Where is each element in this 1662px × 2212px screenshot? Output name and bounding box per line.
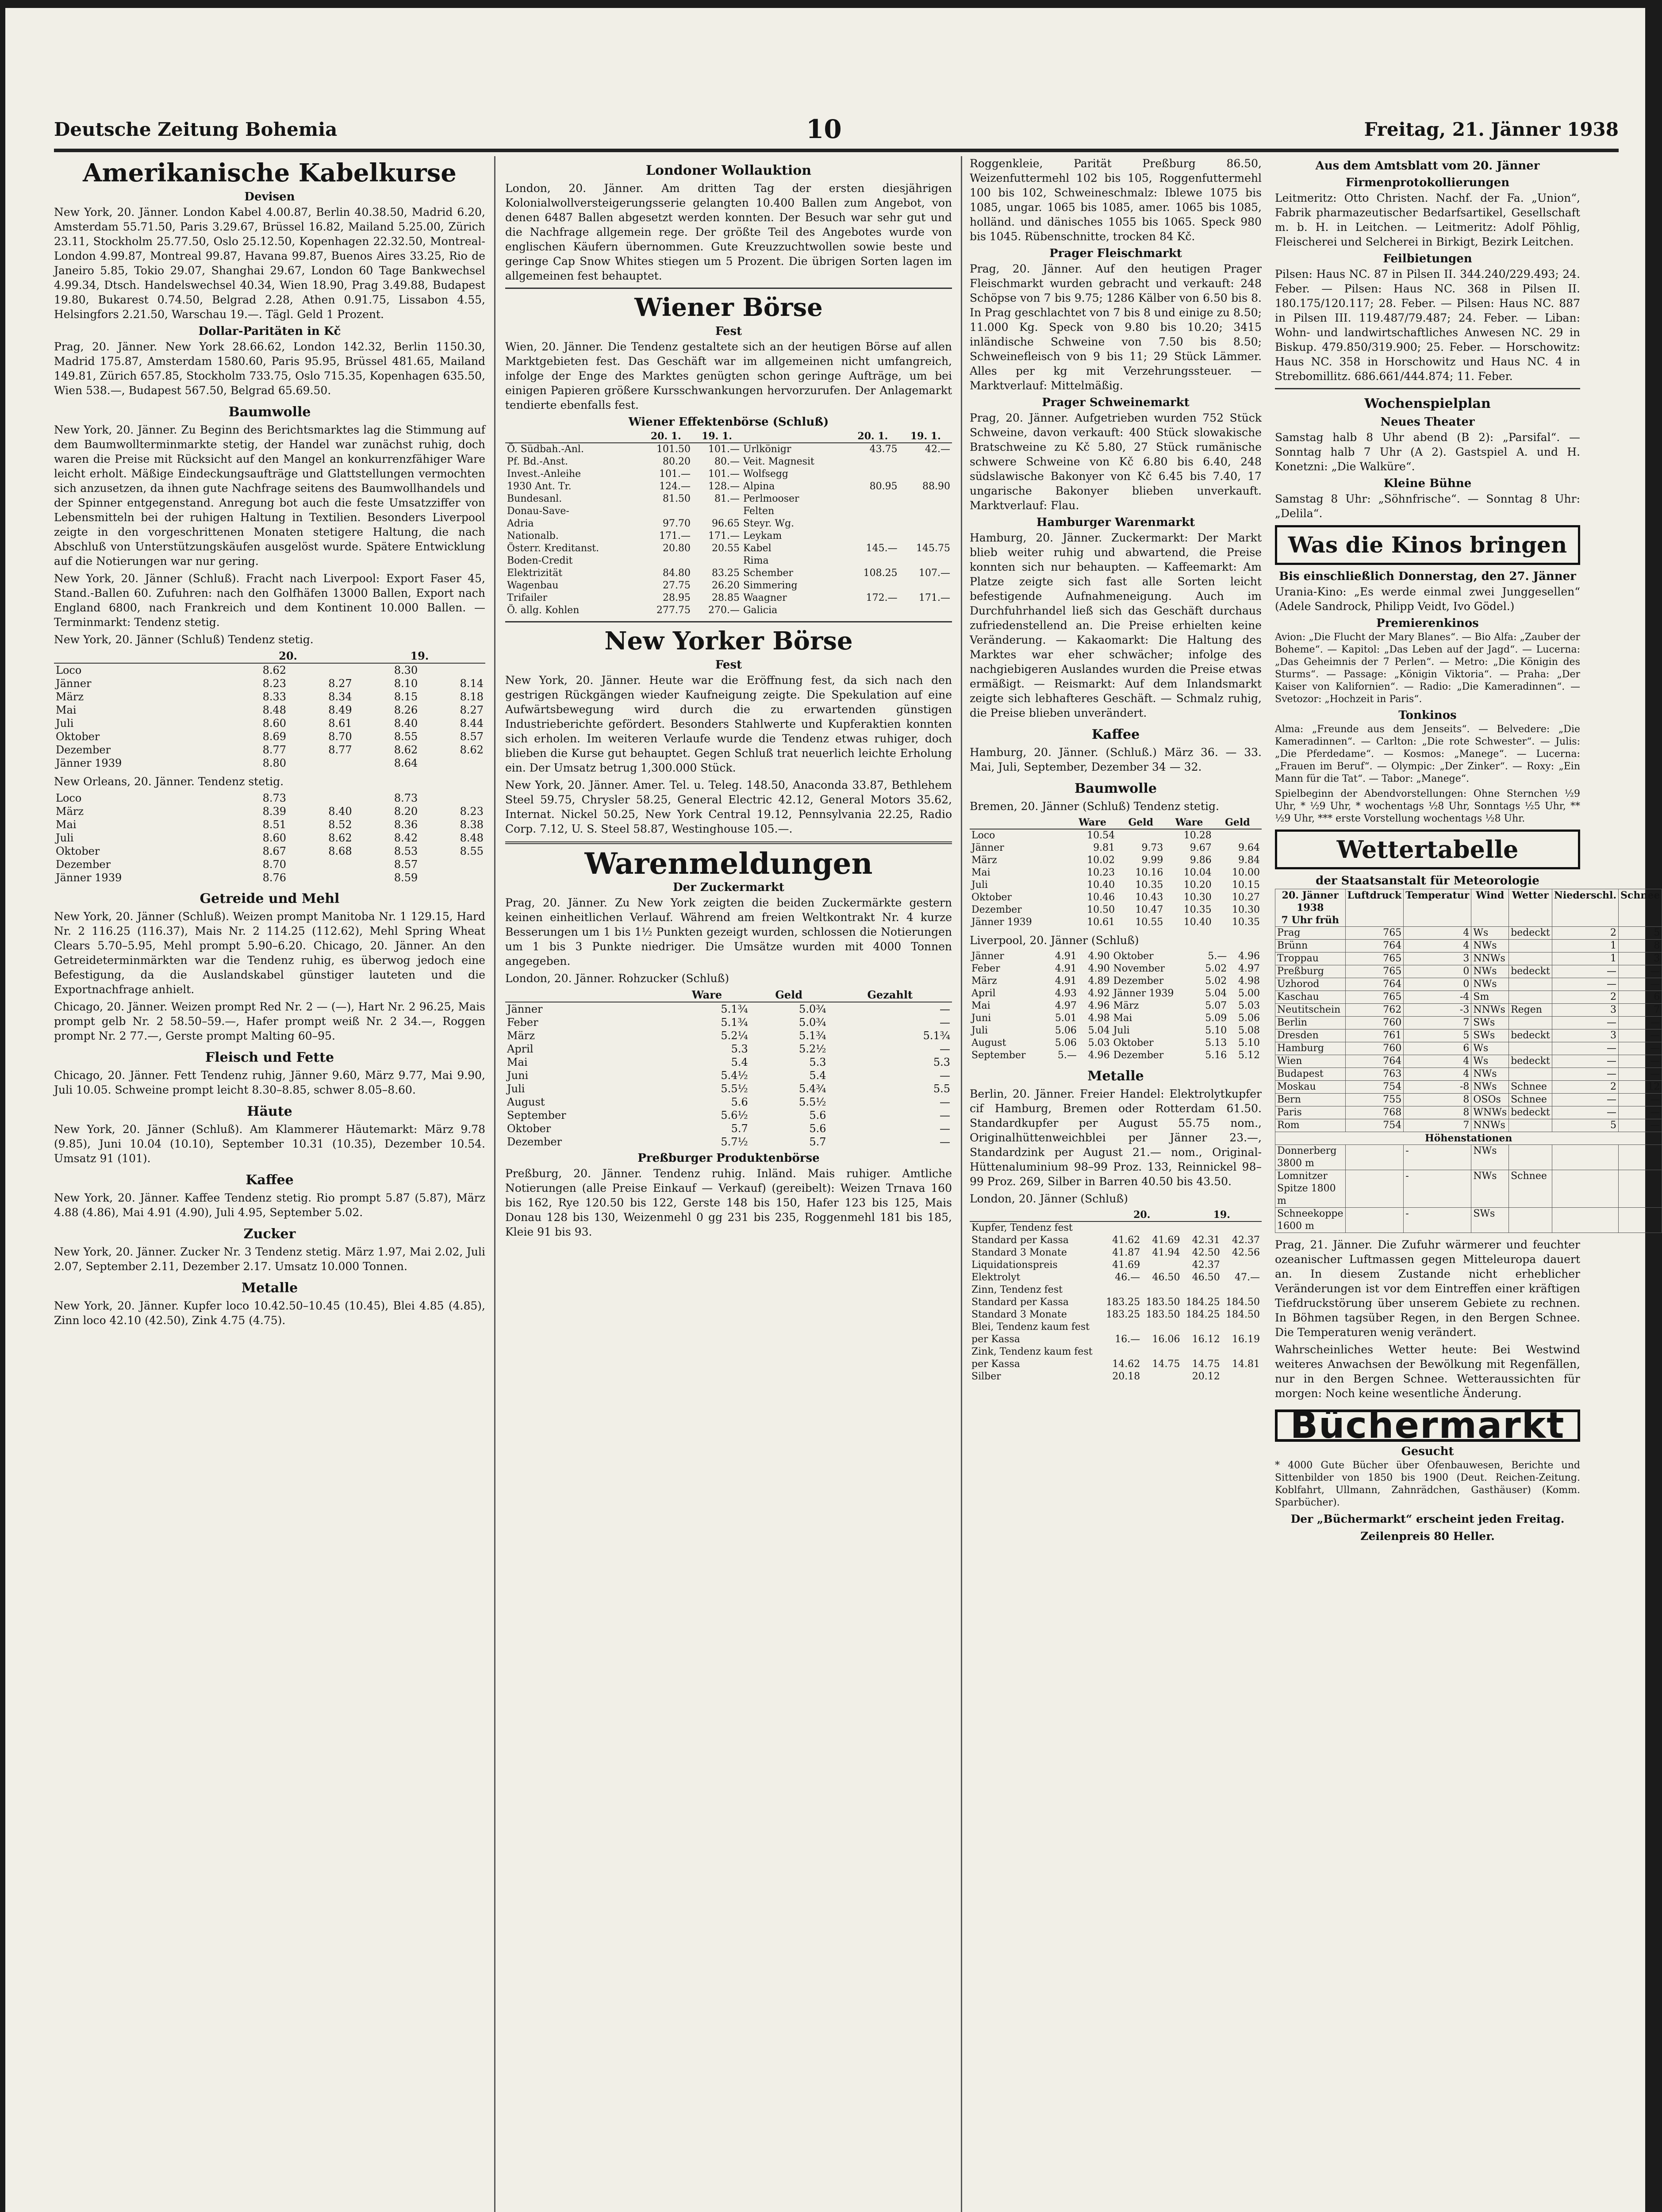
table-row: September 5.6½ 5.6 — (507, 1109, 950, 1121)
table-row: Schneekoppe 1600 m - SWs (1275, 1208, 1662, 1233)
table-row: Brünn 764 4 NWs 1 8 (1275, 940, 1662, 952)
table-row: Juli 5.06 5.04 Juli 5.10 5.08 (971, 1025, 1260, 1036)
table-row: Kaschau 765 -4 Sm 2 6 (1275, 991, 1662, 1004)
table-row: Feber 5.1¾ 5.0¾ — (507, 1016, 950, 1029)
subhead-hoehenstationen: Höhenstationen (1275, 1132, 1662, 1145)
article-neues-theater: Samstag halb 8 Uhr abend (B 2): „Parsifal“. — Sonntag halb 7 Uhr (A 2). Gastspiel A. und H. Konetzni: „Die Walküre“. (1275, 431, 1580, 473)
article-roggenkleie: Roggenkleie, Parität Preßburg 86.50, Weizenfuttermehl 102 bis 105, Roggenfuttermehl 100 bis 102, Schweineschmalz: Iblewe 1075 bis 1085, ungar. 1065 bis 1085, amer. 1065 bis 1085, holländ. und dänisches 1055 bis 1065. Speck 980 bis 1045. Rübenschnitte, trocken 84 Kč. (970, 157, 1262, 243)
table-row: Dezember 8.77 8.77 8.62 8.62 (56, 744, 484, 756)
table-row: Blei, Tendenz kaum fest (971, 1321, 1090, 1333)
divider (1275, 388, 1580, 389)
column-divider (961, 156, 962, 2212)
column-1 (54, 156, 485, 2212)
article-newyorker-boerse: New York, 20. Jänner. Heute war die Eröffnung fest, da sich nach den gestrigen Rückgängen wieder Kaufneigung zeigte. Die Spekulation auf eine Aufwärtsbewegung wird durch die zu erwartenden günstigen Industrieberichte gefördert. Besonders Stahlwerte und Kupferaktien konnten sich erholen. Im weiteren Verlaufe wurde die Tendenz etwas ruhiger, doch blieben die Kurse gut behauptet. Gegen Schluß trat neuerlich leichte Erholung ein. Der Umsatz betrug 1,300.000 Stück. (505, 674, 952, 774)
article-kaffee-hamburg: Hamburg, 20. Jänner. (Schluß.) März 36. — 33. Mai, Juli, September, Dezember 34 — 32. (970, 746, 1262, 773)
subhead-zucker: Zucker (243, 1226, 296, 1242)
table-row: Juni 5.01 4.98 Mai 5.09 5.06 (971, 1013, 1260, 1024)
table-bremen-cotton: Ware Geld Ware Geld Loco 10.54 10.28 Jänner 9.81 9.73 9.67 9.64 März 10.02 9.99 9.86 9.84 Mai 10.23 10.16 10.04 10.00 Juli 10.40 10.35 10.20 10.15 Oktober 10.46 10.43 10.30 10.27 Dezember 10.50 10.47 10.35 10.30 Jänner 1939 10.61 10.55 10.40 10.35 (970, 816, 1262, 929)
column-divider (494, 156, 495, 2212)
table-row: Nationalb. 171.— 171.— Leykam (507, 530, 782, 541)
table-row: Mai 4.97 4.96 März 5.07 5.03 (971, 1000, 1260, 1011)
table-row: Troppau 765 3 NNWs 1 3 (1275, 952, 1662, 965)
table-caption-newyork: New York, 20. Jänner (Schluß) Tendenz stetig. (54, 633, 314, 646)
column-3 (970, 156, 1660, 2212)
table-newyork-cotton: 20. 19. Loco 8.62 8.30 Jänner 8.23 8.27 8.10 8.14 März 8.33 8.34 8.15 8.18 Mai 8.48 8.49 8.26 8.27 Juli 8.60 8.61 8.40 8.44 Oktober 8.69 8.70 8.55 8.57 Dezember 8.77 8.77 8.62 8.62 Jänner 1939 8.80 8.64 (54, 649, 485, 770)
table-row: Mai 8.51 8.52 8.36 8.38 (56, 818, 484, 831)
weather-date: 20. Jänner 1938 7 Uhr früh (1275, 889, 1346, 927)
table-row: Prag 765 4 Ws bedeckt 2 5 (1275, 927, 1662, 940)
table-row: per Kassa 14.62 14.75 14.75 14.81 (971, 1359, 1260, 1370)
subhead-metalle: Metalle (241, 1280, 298, 1296)
divider (505, 841, 952, 844)
article-tonkinos: Alma: „Freunde aus dem Jenseits“. — Belvedere: „Die Kameradinnen“. — Carlton: „Die rote Schwester“. — Julis: „Die Pferdedame“. — Kosmos: „Manege“. — Lucerna: „Frauen im Beruf“. — Olympic: „Der Zinker“. — Roxy: „Ein Mann für die Tat“. — Tabor: „Manege“. (1275, 724, 1580, 784)
subhead-feilbietungen: Feilbietungen (1383, 252, 1472, 265)
table-row: September 5.— 4.96 Dezember 5.16 5.12 (971, 1050, 1260, 1061)
table-row: Neutitschein 762 -3 NNWs Regen 3 7 (1275, 1004, 1662, 1017)
article-hamburg: Hamburg, 20. Jänner. Zuckermarkt: Der Markt blieb weiter ruhig und abwartend, die Preise konnten sich nur behaupten. — Kaffeemarkt: Am Platze zeigte sich fast alle Sorten leicht befestigende Aufnahmeneigung. Auch im Durchfuhrhandel ließ sich das Geschäft durchaus zufriedenstellend an. Die Preise erhielten keine Veränderung. — Kakaomarkt: Die Haltung des Marktes war eher schwächer; infolge des nachgiebigeren Auslandes wurden die Preise etwas ermäßigt. — Reismarkt: Auf dem Inlandsmarkt zeigte sich lebhafteres Geschäft. — Schmalz ruhig, die Preise blieben unverändert. (970, 531, 1262, 719)
page-number: 10 (806, 114, 842, 144)
article-kleine-buehne: Samstag 8 Uhr: „Söhnfrische“. — Sonntag 8 Uhr: „Delila“. (1275, 492, 1580, 520)
table-row: August 5.06 5.03 Oktober 5.13 5.10 (971, 1037, 1260, 1048)
article-wollauktion: London, 20. Jänner. Am dritten Tag der ersten diesjährigen Kolonialwollversteigerungsserie gelangten 10.400 Ballen zum Angebot, von denen 6487 Ballen abgesetzt werden konnten. Der Besuch war sehr gut und die Nachfrage allgemein rege. Der größte Teil des Angebotes wurde von englischen Käufern übernommen. Gute Kreuzzuchtwollen sowie beste und geringe Cap Snow Whites stiegen um 5 Prozent. Die übrigen Sorten lagen im allgemeinen fest behauptet. (505, 182, 952, 282)
column-3-left (970, 156, 1262, 1546)
subhead-tonkinos: Tonkinos (1398, 709, 1457, 722)
wetter-box (1275, 830, 1580, 869)
subhead-fleisch: Fleisch und Fette (205, 1050, 334, 1065)
table-row: 1930 Ant. Tr. 124.— 128.— Alpina 80.95 88.90 (507, 481, 950, 492)
table-row: Donau-Save- Felten (507, 506, 775, 517)
article-wiener-boerse: Wien, 20. Jänner. Die Tendenz gestaltete sich an der heutigen Börse auf allen Marktgebieten fest. Das Geschäft war im allgemeinen nicht umfangreich, infolge der Enge des Marktes genügten schon geringe Aufträge, um bei einigen Papieren größere Kursschwankungen hervorzurufen. Der Anlagemarkt tendierte ebenfalls fest. (505, 340, 952, 411)
table-row: Wagenbau 27.75 26.20 Simmering (507, 580, 798, 591)
table-row: Feber 4.91 4.90 November 5.02 4.97 (971, 963, 1260, 974)
subhead-baumwolle: Baumwolle (228, 404, 311, 420)
table-row: Jänner 8.23 8.27 8.10 8.14 (56, 677, 484, 690)
table-row: Standard per Kassa 41.62 41.69 42.31 42.37 (971, 1235, 1260, 1246)
subhead-zuckermarkt: Der Zuckermarkt (673, 881, 784, 894)
table-row: Liquidationspreis 41.69 42.37 (971, 1260, 1220, 1271)
table-row: Juli 8.60 8.61 8.40 8.44 (56, 717, 484, 730)
table-row: Elektrolyt 46.— 46.50 46.50 47.— (971, 1272, 1260, 1283)
table-row: Standard per Kassa 183.25 183.50 184.25 184.50 (971, 1297, 1260, 1308)
table-row: Hamburg 760 6 Ws — — (1275, 1042, 1662, 1055)
table-row: Lomnitzer Spitze 1800 m - NWs Schnee (1275, 1170, 1662, 1208)
table-row: März 5.2¼ 5.1¾ 5.1¾ (507, 1029, 950, 1042)
article-zuckermarkt: Prag, 20. Jänner. Zu New York zeigten die beiden Zuckermärkte gestern keinen einheitlichen Verlauf. Während am freien Weltkontrakt Nr. 4 kurze Besserungen um 1 bis 1½ Punkten gezeigt wurden, schlossen die Notierungen um 1 bis 3 Punkte niedriger. Die Umsätze wurden mit 4000 Tonnen angegeben. (505, 896, 952, 968)
subhead-gesucht: Gesucht (1401, 1445, 1454, 1458)
table-row: Zink, Tendenz kaum fest (971, 1346, 1093, 1357)
column-3-right (1275, 156, 1660, 1546)
table-row: Jänner 4.91 4.90 Oktober 5.— 4.96 (971, 951, 1260, 962)
table-caption-london-metal: London, 20. Jänner (Schluß) (970, 1192, 1128, 1205)
table-row: Dezember 10.50 10.47 10.35 10.30 (971, 904, 1260, 915)
section-title-buechermarkt: Büchermarkt (1275, 1409, 1580, 1442)
table-row: Invest.-Anleihe 101.— 101.— Wolfsegg (507, 469, 789, 480)
table-london-metal: 20. 19. Kupfer, Tendenz fest Standard per Kassa 41.62 41.69 42.31 42.37 Standard 3 Monate 41.87 41.94 42.50 42.56 Liquidationspreis 41.69 42.37 Elektrolyt 46.— 46.50 46.50 47.— Zinn, Tendenz fest Standard per Kassa 183.25 183.50 184.25 184.50 Standard 3 Monate 183.25 183.50 184.25 184.50 Blei, Tendenz kaum fest per Kassa 16.— 16.06 16.12 16.19 Zink, Tendenz kaum fest per Kassa 14.62 14.75 14.75 14.81 Silber 20.18 20.12 (970, 1209, 1262, 1383)
table-row: Oktober 10.46 10.43 10.30 10.27 (971, 892, 1260, 903)
table-row: März 8.33 8.34 8.15 8.18 (56, 691, 484, 703)
kinos-box (1275, 525, 1580, 565)
subhead-kinos-date: Bis einschließlich Donnerstag, den 27. Jänner (1279, 570, 1576, 583)
table-row: Budapest 763 4 NWs — — (1275, 1068, 1662, 1081)
article-fleisch: Chicago, 20. Jänner. Fett Tendenz ruhig, Jänner 9.60, März 9.77, Mai 9.90, Juli 10.05. Schweine prompt leicht 8.30–8.85, schwer 8.05–8.60. (54, 1069, 485, 1096)
table-row: Oktober 8.69 8.70 8.55 8.57 (56, 730, 484, 743)
table-row: August 5.6 5.5½ — (507, 1096, 950, 1108)
table-row: Ö. Südbah.-Anl. 101.50 101.— Urlkönigr 43.75 42.— (507, 444, 950, 455)
subhead-hamburg: Hamburger Warenmarkt (1036, 516, 1195, 529)
article-getreide: New York, 20. Jänner (Schluß). Weizen prompt Manitoba Nr. 1 129.15, Hard Nr. 2 116.25 (116.37), Mais Nr. 2 114.25 (112.62), Mehl Spring Wheat Clears 5.70–5.95, Mehl prompt 5.90–6.20. Chicago, 20. Jänner. An den Getreideterminmärkten war die Tendenz ruhig, es überwog jedoch eine Befestigung, da die Auslandskabel günstiger lauteten und die Exportnachfrage anhielt. (54, 910, 485, 996)
running-head (54, 114, 1619, 145)
table-row: Jänner 1939 8.80 8.64 (56, 757, 418, 769)
table-london-sugar: Ware Geld Gezahlt Jänner 5.1¾ 5.0¾ — Feber 5.1¾ 5.0¾ — März 5.2¼ 5.1¾ 5.1¾ April 5.3 5.2½ — Mai 5.4 5.3 5.3 Juni 5.4½ 5.4 — Juli 5.5½ 5.4¾ 5.5 August 5.6 5.5½ — September 5.6½ 5.6 — Oktober 5.7 5.6 — Dezember 5.7½ 5.7 — (505, 988, 952, 1148)
table-row: Oktober 8.67 8.68 8.53 8.55 (56, 845, 484, 857)
subhead-getreide: Getreide und Mehl (200, 891, 340, 906)
table-row: Jänner 1939 10.61 10.55 10.40 10.35 (971, 917, 1260, 928)
table-row: März 10.02 9.99 9.86 9.84 (971, 855, 1260, 866)
table-row: Pf. Bd.-Anst. 80.20 80.— Veit. Magnesit (507, 456, 814, 467)
table-row: April 4.93 4.92 Jänner 1939 5.04 5.00 (971, 988, 1260, 999)
table-row: Loco 8.73 8.73 (56, 792, 418, 804)
subhead-ny-fest: Fest (715, 658, 742, 672)
table-row: Juli 10.40 10.35 10.20 10.15 (971, 879, 1260, 891)
article-ny-kurse: New York, 20. Jänner. Amer. Tel. u. Teleg. 148.50, Anaconda 33.87, Bethlehem Steel 59.75, Chrysler 58.25, General Electric 42.12, General Motors 35.62, Internat. Nickel 50.25, New York Central 19.12, Pennsylvania 22.25, Radio Corp. 7.12, U. S. Steel 58.87, Westinghouse 105.—. (505, 779, 952, 835)
table-row: Standard 3 Monate 41.87 41.94 42.50 42.56 (971, 1247, 1260, 1258)
table-row: Loco 10.54 10.28 (971, 830, 1212, 841)
subhead-schweinemarkt: Prager Schweinemarkt (1042, 396, 1190, 409)
article-baumwolle: New York, 20. Jänner. Zu Beginn des Berichtsmarktes lag die Stimmung auf dem Baumwollterminmarkte stetig, der Handel war zunächst ruhig, doch waren die Preise mit Rücksicht auf den Mangel an konkurrenzfähiger Ware leicht erholt. Mäßige Eindeckungsaufträge und Glattstellungen vermochten sich anzusetzen, da ihnen gute Nachfrage seitens des Baumwollhandels und der Spinner entgegenstand. Anregung bot auch die feste Umsatzziffer von Lebensmitteln bei der ruhigen Haltung in Textilien. Besonders Liverpool zeigte in den vorgeschrittenen Monaten stetigere Haltung, die nach Abschluß von Unterstützungskäufen ausgelöst wurde. Spätere Entwicklung auf die Notierungen war nur gering. (54, 423, 485, 568)
article-feilbietungen: Pilsen: Haus NC. 87 in Pilsen II. 344.240/229.493; 24. Feber. — Pilsen: Haus NC. 368 in Pilsen II. 180.175/120.117; 28. Feber. — Pilsen: Haus NC. 887 in Pilsen III. 119.487/79.487; 24. Feber. — Liban: Wohn- und landwirtschaftliches Anwesen NC. 29 in Biskup. 479.850/319.900; 25. Feber. — Horschowitz: Haus NC. 358 in Horschowitz und Haus NC. 4 in Strebomillitz. 686.661/444.874; 11. Feber. (1275, 268, 1580, 383)
subhead-effektenboerse: Wiener Effektenbörse (Schluß) (628, 415, 829, 429)
table-row: Mai 5.4 5.3 5.3 (507, 1056, 950, 1068)
column-2 (505, 156, 952, 2212)
table-row: Mai 10.23 10.16 10.04 10.00 (971, 867, 1260, 878)
subhead-wien-fest: Fest (715, 325, 742, 338)
table-row: Dezember 5.7½ 5.7 — (507, 1136, 950, 1148)
buechermarkt-note: Der „Büchermarkt“ erscheint jeden Freitag. (1290, 1513, 1565, 1525)
article-spielbeginn: Spielbeginn der Abendvorstellungen: Ohne Sternchen ½9 Uhr, * ½9 Uhr, * wochentags ½8 Uhr, Sonntags ½5 Uhr, ** ½9 Uhr, *** erste Vorstellung wochentags ½8 Uhr. (1275, 788, 1580, 824)
article-firmen: Leitmeritz: Otto Christen. Nachf. der Fa. „Union“, Fabrik pharmazeutischer Bedarfsartikel, Gesellschaft m. b. H. in Leitchen. — Leitmeritz: Adolf Pöhlig, Fleischerei und Selcherei in Birkigt, Bezirk Leitchen. (1275, 192, 1580, 248)
table-row: Juli 5.5½ 5.4¾ 5.5 (507, 1083, 950, 1095)
table-row: Ö. allg. Kohlen 277.75 270.— Galicia (507, 605, 778, 616)
subhead-meteorologie: der Staatsanstalt für Meteorologie (1316, 874, 1539, 887)
article-fleischmarkt: Prag, 20. Jänner. Auf den heutigen Prager Fleischmarkt wurden gebracht und verkauft: 248 Schöpse von 7 bis 9.75; 1286 Kälber von 6.50 bis 8. In Prag geschlachtet von 7 bis 8 und einige zu 8.50; 11.000 Kg. Speck von 9.80 bis 10.20; 3415 inländische Schweine von 7.50 bis 8.50; Schweinefleisch von 9 bis 11; 29 Stück Lämmer. Alles per kg mit Verzehrungssteuer. — Marktverlauf: Mittelmäßig. (970, 262, 1262, 392)
article-gesucht: * 4000 Gute Bücher über Ofenbauwesen, Berichte und Sittenbilder von 1850 bis 1900 (Deut. Reichen-Zeitung. Koblfahrt, Ullmann, Zahnrädchen, Gasthäuser) (Komm. Sparbücher). (1275, 1460, 1580, 1508)
table-row: Jänner 9.81 9.73 9.67 9.64 (971, 842, 1260, 853)
header-rule (54, 149, 1619, 152)
table-row: Jänner 5.1¾ 5.0¾ — (507, 1003, 950, 1015)
table-row: Berlin 760 7 SWs — — (1275, 1017, 1662, 1029)
table-row: Trifailer 28.95 28.85 Waagner 172.— 171.— (507, 592, 950, 603)
column-3-split (970, 156, 1660, 1546)
article-vorhersage: Wahrscheinliches Wetter heute: Bei Westwind weiteres Anwachsen der Bewölkung mit Regenfällen, nur in den Bergen Schnee. Wetteraussichten für morgen: Noch keine wesentliche Änderung. (1275, 1343, 1580, 1400)
table-weather: 20. Jänner 1938 7 Uhr früh Luftdruck Temperatur Wind Wetter Niederschl. Schnee Prag 765 4 Ws bedeckt 2 5 Brünn 764 4 NWs 1 8 Troppau 765 3 NNWs 1 3 Preßburg 765 0 NWs bedeckt — — Uzhorod 764 0 NWs — — Kaschau 765 -4 Sm 2 6 Neutitschein 762 -3 NNWs Regen 3 7 Berlin 760 7 SWs — — Dresden 761 5 SWs bedeckt 3 — Hamburg 760 6 Ws — — Wien 764 4 Ws bedeckt — — Budapest 763 4 NWs — — Moskau 754 -8 NWs Schnee 2 12 Bern 755 8 OSOs Schnee — — Paris 768 8 WNWs bedeckt — — Rom 754 7 NNWs 5 — Höhenstationen Donnerberg 3800 m - NWs Lomnitzer Spitze 1800 m - NWs Schnee Schneekoppe 1600 m - SWs (1275, 889, 1662, 1233)
table-row: Rom 754 7 NNWs 5 — (1275, 1119, 1662, 1132)
article-haeute: New York, 20. Jänner (Schluß). Am Klammerer Häutemarkt: März 9.78 (9.85), Juni 10.04 (10.10), September 10.31 (10.35), Dezember 10.54. Umsatz 91 (101). (54, 1123, 485, 1165)
table-row: März 8.39 8.40 8.20 8.23 (56, 805, 484, 818)
weather-table-wrap (1275, 889, 1660, 1233)
table-caption-bremen: Bremen, 20. Jänner (Schluß) Tendenz stetig. (970, 800, 1219, 813)
subhead-kaffee-hamburg: Kaffee (1091, 727, 1140, 742)
table-row: Uzhorod 764 0 NWs — — (1275, 978, 1662, 991)
table-row: Moskau 754 -8 NWs Schnee 2 12 (1275, 1081, 1662, 1094)
section-title-wettertabelle: Wettertabelle (1336, 835, 1519, 864)
table-row: Dezember 8.70 8.57 (56, 858, 418, 871)
table-row: Bern 755 8 OSOs Schnee — — (1275, 1094, 1662, 1106)
subhead-pressburg: Preßburger Produktenbörse (637, 1152, 820, 1165)
table-row: Kupfer, Tendenz fest (971, 1222, 1073, 1233)
table-row: Mai 8.48 8.49 8.26 8.27 (56, 704, 484, 716)
table-caption-neworleans: New Orleans, 20. Jänner. Tendenz stetig. (54, 775, 284, 788)
article-metalle-berlin: Berlin, 20. Jänner. Freier Handel: Elektrolytkupfer cif Hamburg, Bremen oder Rotterdam 61.50. Standardkupfer per August 55.75 nom., Originalhüttenweichblei per Jänner 23.—, Standardzink per August 21.— nom., Original-Hüttenaluminium 98–99 Proz. 133, Reinnickel 98–99 Proz. 269, Silber in Barren 40.50 bis 43.50. (970, 1087, 1262, 1188)
section-title-wollauktion: Londoner Wollauktion (645, 163, 812, 178)
article-urania: Urania-Kino: „Es werde einmal zwei Junggesellen“ (Adele Sandrock, Philipp Veidt, Ivo Gödel.) (1275, 585, 1580, 613)
article-chicago: Chicago, 20. Jänner. Weizen prompt Red Nr. 2 — (—), Hart Nr. 2 96.25, Mais prompt gelb Nr. 2 58.50–59.—, Hafer prompt weiß Nr. 2 34.—, Roggen prompt Nr. 2 77.—, Gerste prompt Malting 60–95. (54, 1000, 485, 1042)
subhead-premierenkinos: Premierenkinos (1376, 617, 1479, 630)
table-row: Silber 20.18 20.12 (971, 1371, 1220, 1382)
article-metalle: New York, 20. Jänner. Kupfer loco 10.42.50–10.45 (10.45), Blei 4.85 (4.85), Zinn loco 42.10 (42.50), Zink 4.75 (4.75). (54, 1299, 485, 1327)
table-row: Juni 5.4½ 5.4 — (507, 1069, 950, 1082)
table-row: Donnerberg 3800 m - NWs (1275, 1145, 1662, 1170)
table-neworleans-cotton (54, 791, 485, 884)
table-row: März 4.91 4.89 Dezember 5.02 4.98 (971, 975, 1260, 987)
divider (505, 621, 952, 622)
table-row: Jänner 1939 8.76 8.59 (56, 872, 418, 884)
issue-date: Freitag, 21. Jänner 1938 (1364, 119, 1619, 140)
table-row: Standard 3 Monate 183.25 183.50 184.25 184.50 (971, 1309, 1260, 1320)
article-devisen: New York, 20. Jänner. London Kabel 4.00.87, Berlin 40.38.50, Madrid 6.20, Amsterdam 55.71.50, Paris 3.29.67, Brüssel 16.82, Mailand 5.25.00, Zürich 23.11, Stockholm 25.77.50, Oslo 25.12.50, Kopenhagen 22.32.50, Montreal-London 4.99.87, Montreal 99.87, Havana 99.87, Buenos Aires 33.25, Rio de Janeiro 5.85, Tokio 29.07, Shanghai 29.67, London 60 Tage Bankwechsel 4.99.34, Dtsch. Handelswechsel 40.34, Wien 18.90, Prag 3.49.88, Budapest 19.80, Bukarest 0.74.50, Belgrad 2.28, Athen 0.91.75, Lissabon 4.55, Helsingfors 2.21.50, Warschau 19.—. Tägl. Geld 1 Prozent. (54, 206, 485, 321)
subhead-kaffee: Kaffee (246, 1172, 294, 1188)
table-row: Elektrizität 84.80 83.25 Schember 108.25 107.— (507, 568, 950, 579)
subhead-metalle-berlin: Metalle (1087, 1068, 1144, 1084)
article-pressburg: Preßburg, 20. Jänner. Tendenz ruhig. Inländ. Mais ruhiger. Amtliche Notierungen (alle Preise Einkauf — Verkauf) (gereibelt): Weizen Trnava 160 bis 162, Rye 120.50 bis 122, Gerste 148 bis 150, Hafer 123 bis 125, Mais Donau 128 bis 130, Weizenmehl 0 gg 231 bis 235, Roggenmehl 181 bis 185, Kleie 91 bis 93. (505, 1167, 952, 1238)
article-kaffee: New York, 20. Jänner. Kaffee Tendenz stetig. Rio prompt 5.87 (5.87), März 4.88 (4.86), Mai 4.91 (4.90), Juli 4.95, September 5.02. (54, 1191, 485, 1219)
article-premierenkinos: Avion: „Die Flucht der Mary Blanes“. — Bio Alfa: „Zauber der Boheme“. — Kapitol: „Das Leben auf der Jagd“. — Lucerna: „Das Geheimnis der 7 Perlen“. — Metro: „Die Königin des Sturms“. — Passage: „Königin Viktoria“. — Praha: „Der Kaiser von Kalifornien“. — Radio: „Die Kameradinnen“. — Svetozor: „Hochzeit in Paris“. (1275, 632, 1580, 705)
table-row: Preßburg 765 0 NWs bedeckt — — (1275, 965, 1662, 978)
subhead-amtsblatt: Aus dem Amtsblatt vom 20. Jänner (1315, 159, 1540, 173)
subhead-firmen: Firmenprotokollierungen (1345, 176, 1510, 189)
table-row: per Kassa 16.— 16.06 16.12 16.19 (971, 1334, 1260, 1345)
table-wiener-effekten: 20. 1. 19. 1. 20. 1. 19. 1. Ö. Südbah.-Anl. 101.50 101.— Urlkönigr 43.75 42.— Pf. Bd.-Anst. 80.20 80.— Veit. Magnesit Invest.-Anleihe 101.— 101.— Wolfsegg 1930 Ant. Tr. 124.— 128.— Alpina 80.95 88.90 Bundesanl. 81.50 81.— Perlmooser Donau-Save- Felten Adria 97.70 96.65 Steyr. Wg. Nationalb. 171.— 171.— Leykam Österr. Kreditanst. 20.80 20.55 Kabel 145.— 145.75 Boden-Credit Rima Elektrizität 84.80 83.25 Schember 108.25 107.— Wagenbau 27.75 26.20 Simmering Trifailer 28.95 28.85 Waagner 172.— 171.— Ö. allg. Kohlen 277.75 270.— Galicia (505, 430, 952, 617)
table-row: Oktober 5.7 5.6 — (507, 1122, 950, 1135)
table-row: Österr. Kreditanst. 20.80 20.55 Kabel 145.— 145.75 (507, 543, 950, 554)
subhead-devisen: Devisen (244, 190, 295, 204)
article-zucker: New York, 20. Jänner. Zucker Nr. 3 Tendenz stetig. März 1.97, Mai 2.02, Juli 2.07, September 2.11, Dezember 2.17. Umsatz 10.000 Tonnen. (54, 1245, 485, 1273)
section-title-wiener-boerse: Wiener Börse (634, 293, 823, 322)
table-row: Adria 97.70 96.65 Steyr. Wg. (507, 518, 795, 529)
subhead-baumwolle-bremen: Baumwolle (1074, 781, 1157, 796)
article-schweinemarkt: Prag, 20. Jänner. Aufgetrieben wurden 752 Stück Schweine, davon verkauft: 400 Stück slowakische Bratschweine zu Kč 5.80, 27 Stück rumänische schwere Schweine von Kč 6.80 bis 6.40, 248 südslawische Bakonyer von Kč 6.45 bis 7.40, 17 ungarische Bakonyer blieben unverkauft. Marktverlauf: Flau. (970, 411, 1262, 512)
section-title-kabelkurse: Amerikanische Kabelkurse (83, 158, 457, 188)
table-caption-liverpool: Liverpool, 20. Jänner (Schluß) (970, 934, 1139, 947)
subhead-dollar: Dollar-Paritäten in Kč (198, 325, 341, 338)
newspaper-page (5, 8, 1660, 2212)
subhead-kleine-buehne: Kleine Bühne (1383, 477, 1472, 490)
section-title-newyorker-boerse: New Yorker Börse (604, 626, 853, 656)
table-row: Juli 8.60 8.62 8.42 8.48 (56, 832, 484, 844)
section-title-warenmeldungen: Warenmeldungen (584, 846, 873, 881)
table-row: Bundesanl. 81.50 81.— Perlmooser (507, 493, 799, 504)
table-caption-london-sugar: London, 20. Jänner. Rohzucker (Schluß) (505, 972, 729, 985)
table-row: Dresden 761 5 SWs bedeckt 3 — (1275, 1029, 1662, 1042)
table-row: Boden-Credit Rima (507, 555, 769, 566)
subhead-neues-theater: Neues Theater (1380, 415, 1475, 429)
subhead-haeute: Häute (247, 1104, 292, 1119)
section-title-kinos: Was die Kinos bringen (1288, 532, 1567, 558)
table-liverpool-cotton (970, 950, 1262, 1062)
zeilenpreis: Zeilenpreis 80 Heller. (1360, 1530, 1495, 1543)
table-row: Wien 764 4 Ws bedeckt — — (1275, 1055, 1662, 1068)
newspaper-name: Deutsche Zeitung Bohemia (54, 119, 338, 140)
table-row: Paris 768 8 WNWs bedeckt — — (1275, 1106, 1662, 1119)
table-row: Loco 8.62 8.30 (56, 664, 418, 676)
table-row: Zinn, Tendenz fest (971, 1284, 1063, 1295)
article-fracht: New York, 20. Jänner (Schluß). Fracht nach Liverpool: Export Faser 45, Stand.-Ballen 60. Zufuhren: nach den Golfhäfen 13000 Ballen, Export nach England 6800, nach Frankreich und dem Kontinent 10.000 Ballen. — Terminmarkt: Tendenz stetig. (54, 572, 485, 629)
article-dollar: Prag, 20. Jänner. New York 28.66.62, London 142.32, Berlin 1150.30, Madrid 175.87, Amsterdam 1580.60, Paris 95.95, Brüssel 481.65, Mailand 149.81, Zürich 657.85, Stockholm 733.75, Oslo 715.35, Kopenhagen 635.50, Wien 538.—, Budapest 567.50, Belgrad 65.69.50. (54, 340, 485, 397)
table-row: April 5.3 5.2½ — (507, 1043, 950, 1055)
subhead-fleischmarkt: Prager Fleischmarkt (1049, 247, 1182, 260)
article-wetterprognose: Prag, 21. Jänner. Die Zufuhr wärmerer und feuchter ozeanischer Luftmassen gegen Mitteleuropa dauert an. In diesem Zustande nicht erheblicher Veränderungen ist vor dem Eintreffen einer kräftigen Tiefdruckstörung über unserem Gebiete zu rechnen. In Böhmen tagsüber Regen, in den Bergen Schnee. Die Temperaturen wenig verändert. (1275, 1238, 1580, 1339)
subhead-spielplan: Wochenspielplan (1364, 396, 1491, 411)
divider (505, 288, 952, 289)
